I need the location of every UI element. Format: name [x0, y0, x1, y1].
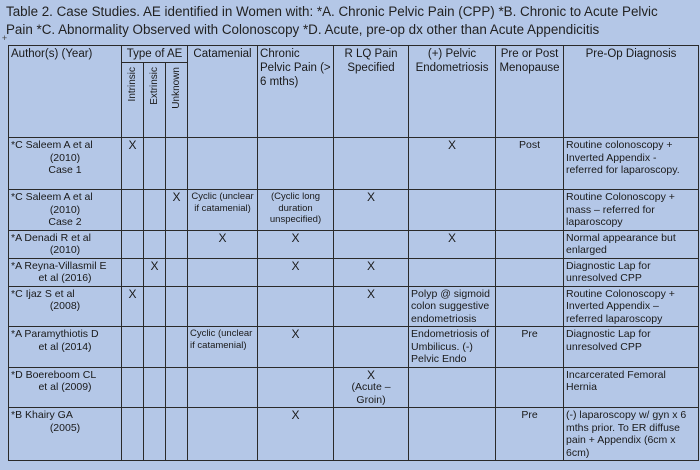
catamenial-cell [188, 138, 258, 190]
author-name: *A Denadi R et al [11, 231, 91, 244]
author-case: Case 2 [48, 216, 82, 228]
catamenial-cell: Cyclic (unclear if catamenial) [188, 190, 258, 231]
author-name: *C Saleem A et al [11, 191, 93, 203]
rlq-note: (Acute – Groin) [351, 381, 391, 406]
rlq-cell [334, 230, 409, 258]
author-cell [9, 138, 122, 190]
caption-line-2: Pain *C. Abnormality Observed with Colonoscopy *D. Acute, pre-op dx other than Acute Appendicitis [6, 22, 600, 37]
author-name: *A Reyna-Villasmil E [11, 259, 107, 272]
endo-cell: Polyp @ sigmoid colon suggestive endometriosis [409, 286, 496, 327]
table-row [9, 327, 699, 368]
cpp-cell [258, 367, 334, 408]
case-studies-table [8, 45, 699, 461]
intrinsic-cell [122, 190, 144, 231]
extrinsic-cell [144, 367, 166, 408]
endo-cell [409, 258, 496, 286]
catamenial-cell [188, 286, 258, 327]
author-name: *A Paramythiotis D [11, 328, 99, 340]
cpp-cell: (Cyclic long duration unspecified) [258, 190, 334, 231]
cpp-cell [258, 286, 334, 327]
author-name: *C Saleem A et al [11, 139, 93, 151]
menopause-cell: Pre [496, 408, 564, 461]
catamenial-cell: X [188, 230, 258, 258]
unknown-cell [166, 286, 188, 327]
extrinsic-cell [144, 138, 166, 190]
header-extrinsic-label: Extrinsic [148, 67, 160, 105]
header-intrinsic [122, 63, 144, 138]
author-cell [9, 258, 122, 286]
cpp-cell: X [258, 258, 334, 286]
rlq-cell [334, 408, 409, 461]
endo-cell [409, 190, 496, 231]
table-row [9, 286, 699, 327]
unknown-cell: X [166, 190, 188, 231]
table-row [9, 367, 699, 408]
table-row [9, 408, 699, 461]
rlq-mark: X [367, 367, 376, 382]
author-year: (2010) [49, 151, 81, 164]
author-cell [9, 286, 122, 327]
author-name: *B Khairy GA [11, 409, 73, 421]
extrinsic-cell: X [144, 258, 166, 286]
unknown-cell [166, 258, 188, 286]
catamenial-cell [188, 258, 258, 286]
menopause-cell [496, 190, 564, 231]
author-cell [9, 367, 122, 408]
menopause-cell [496, 258, 564, 286]
intrinsic-cell: X [122, 286, 144, 327]
author-cell [9, 230, 122, 258]
preop-cell: Diagnostic Lap for unresolved CPP [564, 258, 699, 286]
preop-cell: Diagnostic Lap for unresolved CPP [564, 327, 699, 368]
rlq-cell [334, 327, 409, 368]
unknown-cell [166, 138, 188, 190]
header-author: Author(s) (Year) [9, 46, 122, 138]
intrinsic-cell [122, 258, 144, 286]
intrinsic-cell [122, 230, 144, 258]
preop-cell: Routine Colonoscopy + Inverted Appendix – referred laparoscopy [564, 286, 699, 327]
endo-cell [409, 367, 496, 408]
rlq-cell [334, 138, 409, 190]
table-caption [6, 3, 696, 39]
header-preop: Pre-Op Diagnosis [564, 46, 699, 138]
header-extrinsic [144, 63, 166, 138]
rlq-cell [334, 367, 409, 408]
header-catamenial: Catamenial [188, 46, 258, 138]
table-row [9, 258, 699, 286]
author-year: (2010) [49, 203, 81, 216]
preop-cell: (-) laparoscopy w/ gyn x 6 mths prior. To ER diffuse pain + Appendix (6cm x 6cm) [564, 408, 699, 461]
preop-cell: Routine Colonoscopy + mass – referred for laparoscopy [564, 190, 699, 231]
cpp-cell: X [258, 230, 334, 258]
header-row [9, 46, 699, 63]
intrinsic-cell [122, 367, 144, 408]
author-cell [9, 408, 122, 461]
header-cpp: Chronic Pelvic Pain (> 6 mths) [258, 46, 334, 138]
table-row [9, 138, 699, 190]
unknown-cell [166, 367, 188, 408]
author-year: (2008) [49, 300, 81, 312]
menopause-cell [496, 367, 564, 408]
menopause-cell [496, 230, 564, 258]
preop-cell: Incarcerated Femoral Hernia [564, 367, 699, 408]
author-year: (2010) [49, 244, 81, 256]
author-cell [9, 327, 122, 368]
rlq-cell: X [334, 258, 409, 286]
intrinsic-cell [122, 327, 144, 368]
unknown-cell [166, 408, 188, 461]
preop-cell: Normal appearance but enlarged [564, 230, 699, 258]
catamenial-cell: Cyclic (unclear if catamenial) [188, 327, 258, 368]
extrinsic-cell [144, 408, 166, 461]
endo-cell: X [409, 138, 496, 190]
header-intrinsic-label: Intrinsic [126, 67, 138, 102]
header-type-ae: Type of AE [122, 46, 188, 63]
header-unknown-label: Unknown [170, 67, 182, 109]
author-year: et al (2014) [38, 340, 92, 353]
table-row [9, 230, 699, 258]
unknown-cell [166, 327, 188, 368]
author-name: *C Ijaz S et al [11, 287, 75, 300]
intrinsic-cell: X [122, 138, 144, 190]
table-row [9, 190, 699, 231]
header-menopause: Pre or Post Menopause [496, 46, 564, 138]
author-year: (2005) [49, 421, 81, 434]
cpp-cell: X [258, 327, 334, 368]
endo-cell: X [409, 230, 496, 258]
endo-cell: Endometriosis of Umbilicus. (-) Pelvic Endo [409, 327, 496, 368]
rlq-cell: X [334, 286, 409, 327]
author-year: et al (2009) [38, 381, 92, 393]
header-endo: (+) Pelvic Endometriosis [409, 46, 496, 138]
menopause-cell [496, 286, 564, 327]
intrinsic-cell [122, 408, 144, 461]
cpp-cell [258, 138, 334, 190]
author-case: Case 1 [48, 164, 82, 176]
rlq-cell: X [334, 190, 409, 231]
header-unknown [166, 63, 188, 138]
preop-cell: Routine colonoscopy + Inverted Appendix - referred for laparoscopy. [564, 138, 699, 190]
author-year: et al (2016) [38, 272, 92, 284]
extrinsic-cell [144, 230, 166, 258]
catamenial-cell [188, 408, 258, 461]
author-name: *D Boereboom CL [11, 368, 97, 381]
author-cell [9, 190, 122, 231]
extrinsic-cell [144, 190, 166, 231]
menopause-cell: Pre [496, 327, 564, 368]
cpp-cell: X [258, 408, 334, 461]
extrinsic-cell [144, 327, 166, 368]
catamenial-cell [188, 367, 258, 408]
table-move-handle-icon[interactable]: + [1, 33, 8, 43]
menopause-cell: Post [496, 138, 564, 190]
unknown-cell [166, 230, 188, 258]
header-rlq: R LQ Pain Specified [334, 46, 409, 138]
caption-line-1: Table 2. Case Studies. AE identified in Women with: *A. Chronic Pelvic Pain (CPP) *B. Chronic to Acute Pelvic [6, 4, 658, 19]
endo-cell [409, 408, 496, 461]
extrinsic-cell [144, 286, 166, 327]
